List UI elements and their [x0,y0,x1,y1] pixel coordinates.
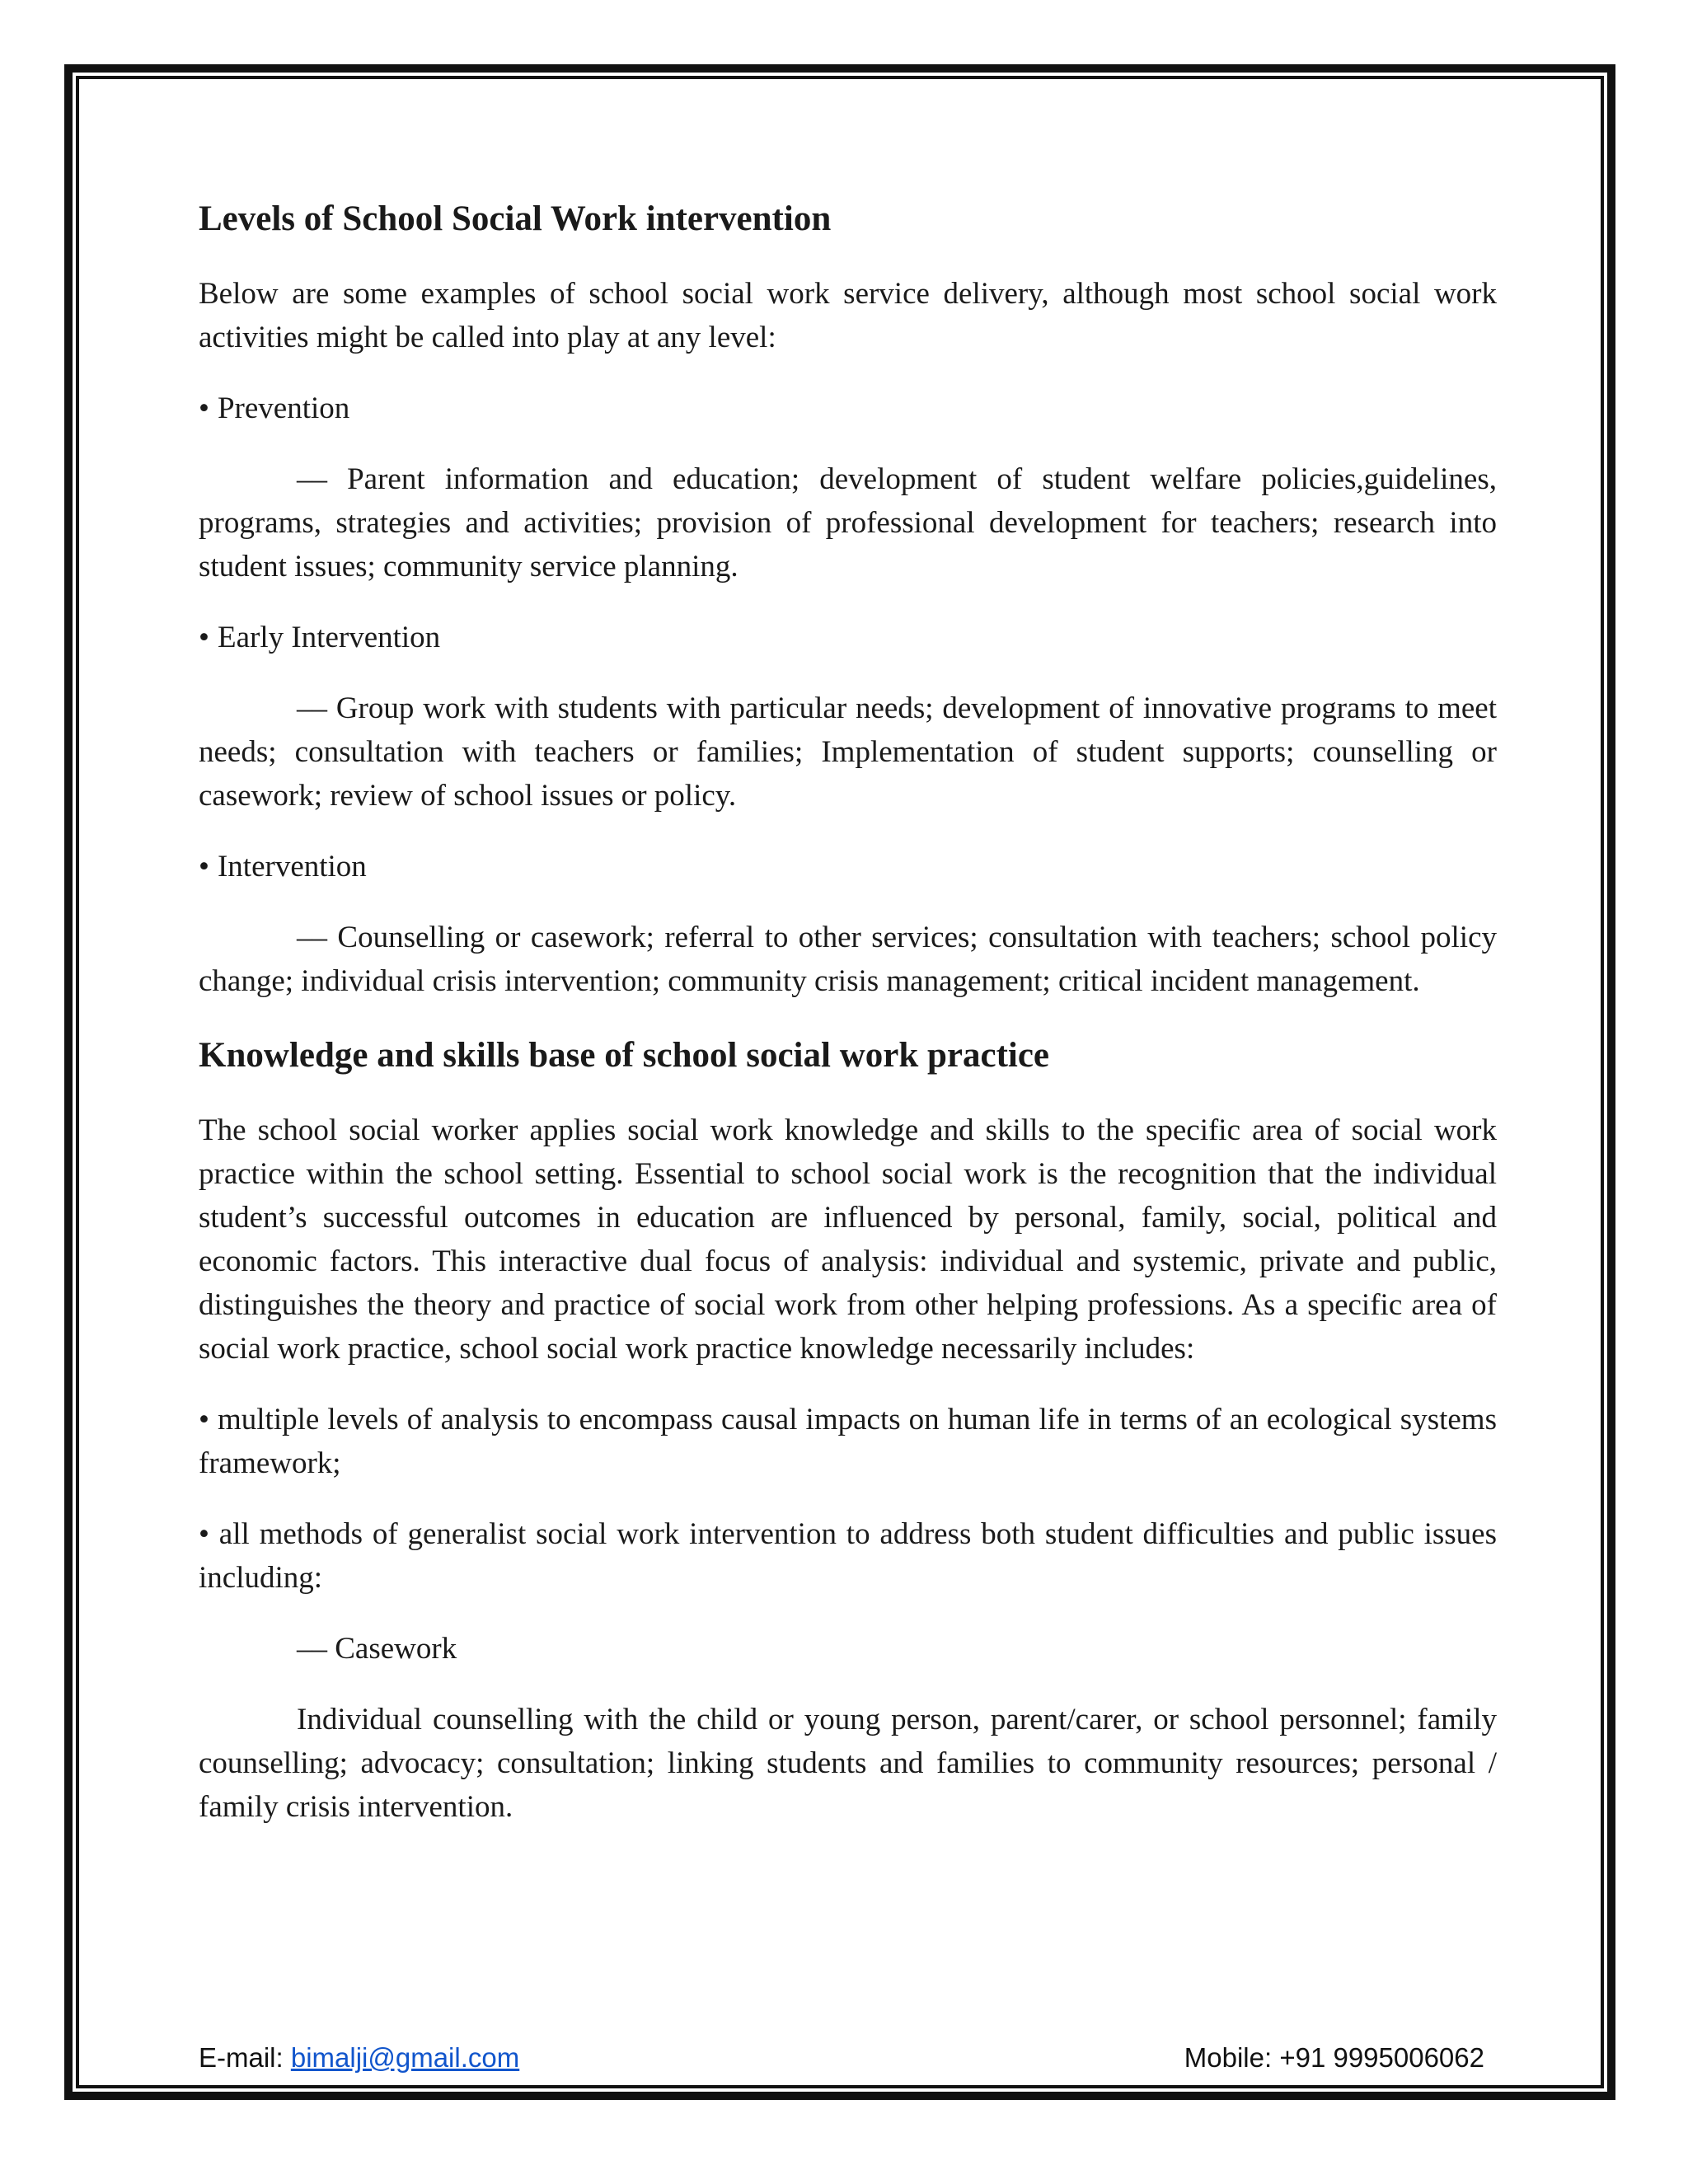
knowledge-paragraph: The school social worker applies social work knowledge and skills to the specific area of social work practice within the school setting. Essential to school social work is the recognition that the individual student’s successful outcomes in education are influenced by personal, family, social, political and economic factors. This interactive dual focus of analysis: individual and systemic, private and public, distinguishes the theory and practice of social work from other helping professions. As a specific area of social work practice, school social work practice knowledge necessarily includes: [199,1113,1497,1366]
level-title: Prevention [217,391,350,425]
document-body [199,194,1497,1829]
intro-paragraph: Below are some examples of school social work service delivery, although most school social work activities might be called into play at any level: [199,277,1497,354]
list-item-early-intervention [199,616,1497,659]
sub-heading-casework: –– Casework [297,1632,457,1666]
casework-paragraph: Individual counselling with the child or young person, parent/carer, or school personnel; family counselling; advocacy; consultation; linking students and families to community resources; personal / family crisis intervention. [199,1703,1497,1824]
level-detail-prevention: –– Parent information and education; development of student welfare policies,guidelines, programs, strategies and activities; provision of professional development for teachers; research into student issues; community service planning. [199,462,1497,583]
list-item-levels-of-analysis: • multiple levels of analysis to encompass causal impacts on human life in terms of an ecological systems framework; [199,1403,1497,1480]
email-line [199,2042,519,2074]
level-title: Early Intervention [217,621,441,654]
level-detail-intervention: –– Counselling or casework; referral to other services; consultation with teachers; school policy change; individual crisis intervention; community crisis management; critical incident management. [199,921,1497,998]
mobile-number: Mobile: +91 9995006062 [1184,2042,1484,2073]
bullet-icon: • [199,391,209,425]
email-label: E-mail: [199,2042,291,2073]
list-item-prevention [199,387,1497,430]
bullet-icon: • [199,850,209,883]
list-item-intervention [199,845,1497,888]
section-heading-levels: Levels of School Social Work intervention [199,199,832,238]
section-heading-knowledge: Knowledge and skills base of school social work practice [199,1036,1050,1075]
email-link[interactable]: bimalji@gmail.com [290,2042,520,2073]
page-footer [199,2042,1484,2074]
list-item-methods: • all methods of generalist social work intervention to address both student difficulties and public issues including: [199,1517,1497,1595]
level-detail-early-intervention: –– Group work with students with particular needs; development of innovative programs to meet needs; consultation with teachers or families; Implementation of student supports; counselling or casework; review of school issues or policy. [199,691,1497,813]
bullet-icon: • [199,621,209,654]
level-title: Intervention [217,850,367,883]
